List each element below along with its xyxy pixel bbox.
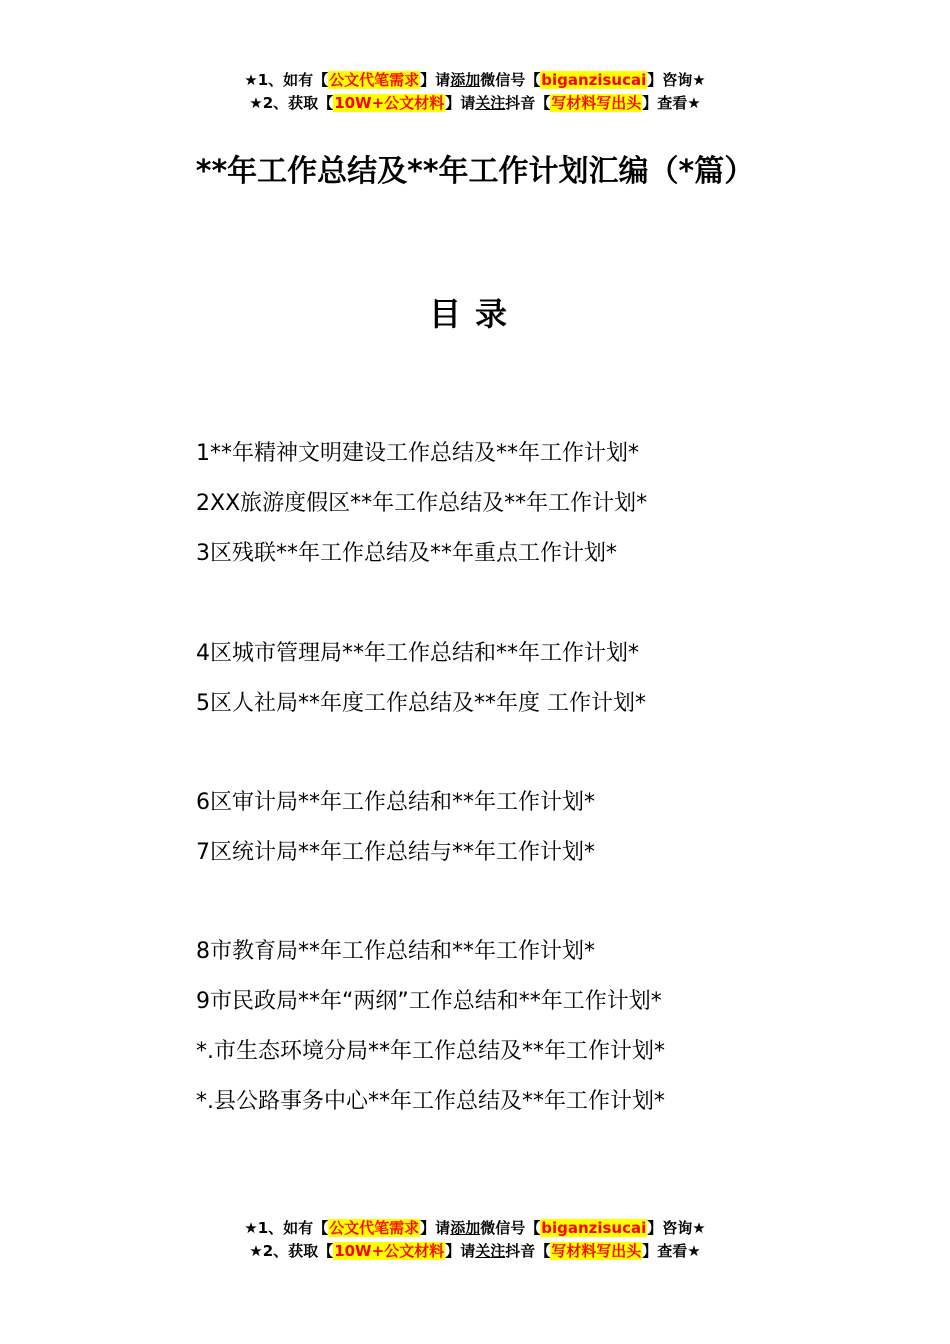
bottom-banner xyxy=(0,1217,950,1263)
banner-underline: 添加 xyxy=(450,1219,481,1237)
toc-item[interactable]: 1**年精神文明建设工作总结及**年工作计划* xyxy=(196,441,639,466)
toc-item[interactable]: *.市生态环境分局**年工作总结及**年工作计划* xyxy=(196,1039,665,1064)
toc-item[interactable]: 5区人社局**年度工作总结及**年度 工作计划* xyxy=(196,691,646,716)
banner-text: ★1、如有【 xyxy=(244,71,329,89)
banner-highlight: 10W+公文材料 xyxy=(334,94,445,112)
banner-highlight: 写材料写出头 xyxy=(551,94,642,112)
banner-text: 微信号【 xyxy=(480,71,541,89)
banner-underline: 关注 xyxy=(475,1242,506,1260)
banner-text: 】查看★ xyxy=(642,1242,701,1260)
toc-item[interactable]: 2XX旅游度假区**年工作总结及**年工作计划* xyxy=(196,491,648,516)
banner-highlight: 公文代笔需求 xyxy=(329,1219,420,1237)
toc-item[interactable]: 6区审计局**年工作总结和**年工作计划* xyxy=(196,790,595,815)
toc-item[interactable]: 4区城市管理局**年工作总结和**年工作计划* xyxy=(196,641,639,666)
banner-text: 】请 xyxy=(445,94,476,112)
banner-line-2 xyxy=(0,1240,950,1263)
toc-item[interactable]: 9市民政局**年“两纲”工作总结和**年工作计划* xyxy=(196,989,662,1014)
banner-text: 】请 xyxy=(445,1242,476,1260)
banner-text: 】请 xyxy=(420,1219,451,1237)
banner-text: 】咨询★ xyxy=(647,1219,706,1237)
toc-item[interactable]: *.县公路事务中心**年工作总结及**年工作计划* xyxy=(196,1089,665,1114)
banner-text: 】咨询★ xyxy=(647,71,706,89)
toc-item[interactable]: 7区统计局**年工作总结与**年工作计划* xyxy=(196,840,595,865)
document-title: **年工作总结及**年工作计划汇编（*篇） xyxy=(195,154,755,189)
banner-highlight: biganzisucai xyxy=(541,1219,647,1237)
banner-underline: 关注 xyxy=(475,94,506,112)
banner-text: 】查看★ xyxy=(642,94,701,112)
toc-item[interactable]: 3区残联**年工作总结及**年重点工作计划* xyxy=(196,541,617,566)
banner-highlight: 10W+公文材料 xyxy=(334,1242,445,1260)
banner-text: ★2、获取【 xyxy=(249,94,334,112)
banner-text: ★1、如有【 xyxy=(244,1219,329,1237)
top-banner xyxy=(0,69,950,115)
banner-text: 】请 xyxy=(420,71,451,89)
banner-highlight: 公文代笔需求 xyxy=(329,71,420,89)
toc-item[interactable]: 8市教育局**年工作总结和**年工作计划* xyxy=(196,939,595,964)
banner-line-2 xyxy=(0,92,950,115)
banner-line-1 xyxy=(0,1217,950,1240)
banner-highlight: 写材料写出头 xyxy=(551,1242,642,1260)
banner-text: 微信号【 xyxy=(480,1219,541,1237)
banner-line-1 xyxy=(0,69,950,92)
banner-highlight: biganzisucai xyxy=(541,71,647,89)
banner-text: 抖音【 xyxy=(505,1242,551,1260)
banner-text: 抖音【 xyxy=(505,94,551,112)
toc-heading: 目录 xyxy=(428,295,521,333)
banner-text: ★2、获取【 xyxy=(249,1242,334,1260)
banner-underline: 添加 xyxy=(450,71,481,89)
